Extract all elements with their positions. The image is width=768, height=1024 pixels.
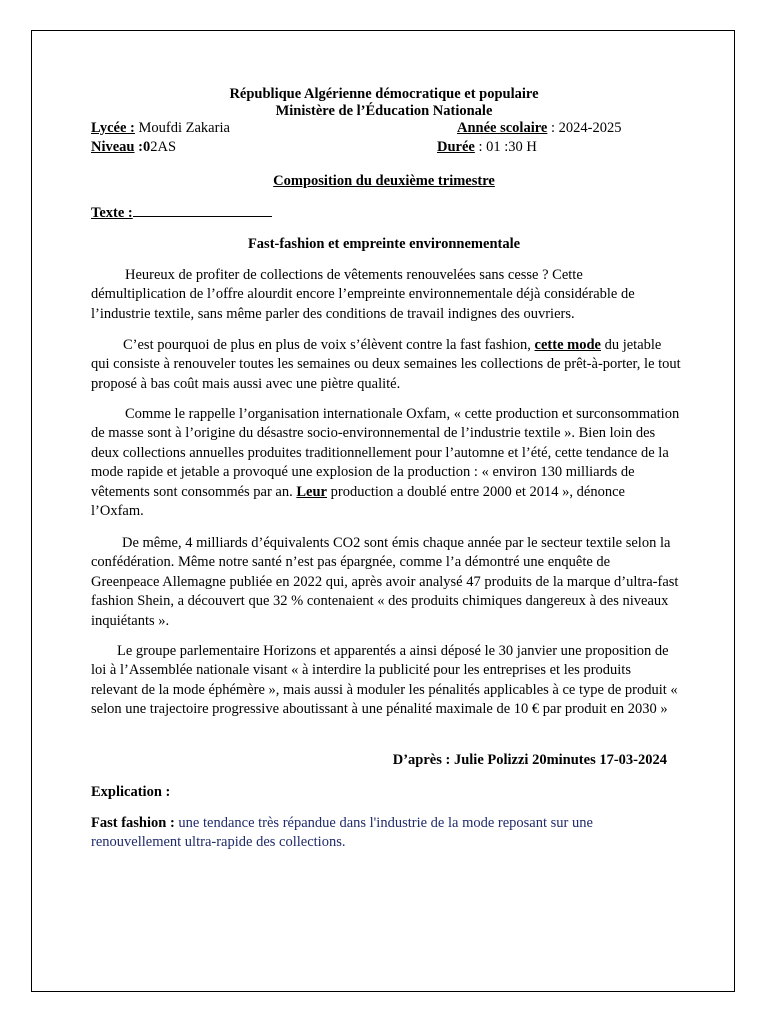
- niveau-bold-digit: 0: [142, 139, 151, 155]
- paragraph-3-emphasis: Leur: [296, 483, 327, 500]
- duree-value: : 01 :30 H: [474, 139, 537, 155]
- texte-label: Texte :: [91, 205, 133, 221]
- paragraph-3: [91, 405, 681, 521]
- header-republic: République Algérienne démocratique et populaire: [229, 86, 539, 102]
- paragraph-3-text-b: production a doublé entre 2000 et 2014 », dénonce l’Oxfam.: [91, 483, 625, 520]
- duree-label: Durée: [437, 139, 475, 155]
- paragraph-3-text-a: Comme le rappelle l’organisation internationale Oxfam, « cette production et surconsommation de masse sont à l’origine du désastre socio-environnemental de l’industrie textile ». Bien loin des deux collections annuelles produites traditionnellement pour l’automne et l’été, cette tendance de la mode rapide et jetable a provoqué une explosion de la production : « environ 130 milliards de vêtements sont consommés par an.: [91, 406, 680, 500]
- header-ministry: Ministère de l’Éducation Nationale: [275, 103, 493, 119]
- paragraph-2-text-a: C’est pourquoi de plus en plus de voix s’élèvent contre la fast fashion,: [123, 337, 535, 353]
- paragraph-1: Heureux de profiter de collections de vêtements renouvelées sans cesse ? Cette démultiplication de l’offre alourdit encore l’empreinte environnementale déjà considérable de l’industrie textile, sans même parler des conditions de travail indignes des ouvriers.: [91, 267, 635, 322]
- glossary-definition: une tendance très répandue dans l'industrie de la mode reposant sur une renouvellement ultra-rapide des collections.: [91, 815, 593, 851]
- text-title: Fast-fashion et empreinte environnementale: [247, 236, 521, 252]
- source-attribution: D’après : Julie Polizzi 20minutes 17-03-2024: [392, 752, 667, 768]
- explication-label: Explication :: [91, 784, 171, 800]
- niveau-label: Niveau: [91, 139, 135, 155]
- paragraph-2: [91, 336, 681, 394]
- paragraph-4: De même, 4 milliards d’équivalents CO2 sont émis chaque année par le secteur textile selon la confédération. Même notre santé n’est pas épargnée, comme l’a démontré une enquête de Greenpeace Allemagne publiée en 2022 qui, après avoir analysé 47 produits de la marque d’ultra-fast fashion Shein, a découvert que 32 % contenaient « des produits chimiques dangereux à des niveaux inquiétants ».: [91, 535, 679, 629]
- niveau-value: 2AS: [150, 139, 177, 155]
- lycee-value: Moufdi Zakaria: [134, 120, 230, 136]
- glossary-entry: [91, 814, 681, 853]
- texte-line: [91, 203, 272, 223]
- document-title: Composition du deuxième trimestre: [273, 173, 495, 189]
- texte-blank-line: [133, 203, 272, 217]
- annee-value: : 2024-2025: [547, 120, 622, 136]
- annee-line: [457, 119, 621, 138]
- annee-label: Année scolaire: [457, 120, 548, 136]
- niveau-colon: :: [134, 139, 143, 155]
- duree-line: [437, 138, 537, 157]
- niveau-line: [91, 138, 176, 157]
- paragraph-5: Le groupe parlementaire Horizons et apparentés a ainsi déposé le 30 janvier une proposition de loi à l’Assemblée nationale visant « à interdire la publicité pour les entreprises et les produits relevant de la mode éphémère », mais aussi à moduler les pénalités applicables à ce type de produit « selon une trajectoire progressive aboutissant à une pénalité maximale de 10 € par produit en 2030 »: [91, 643, 678, 718]
- lycee-label: Lycée :: [91, 120, 135, 136]
- paragraph-2-emphasis: cette mode: [534, 337, 601, 353]
- glossary-term: Fast fashion :: [91, 815, 175, 831]
- lycee-line: [91, 119, 230, 138]
- paragraph-2-text-b: du jetable qui consiste à renouveler toutes les semaines ou deux semaines les collections de prêt-à-porter, le tout proposé à bas coût mais aussi avec une piètre qualité.: [91, 337, 681, 392]
